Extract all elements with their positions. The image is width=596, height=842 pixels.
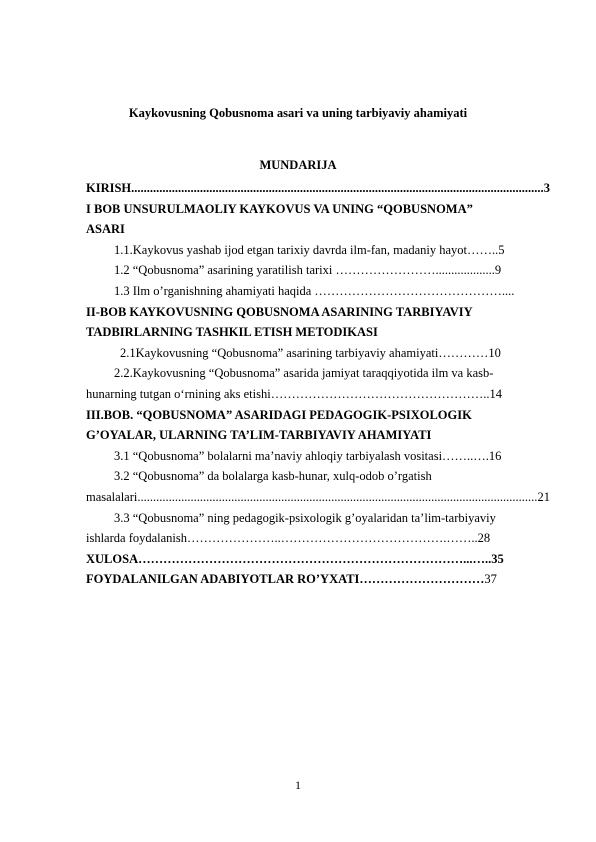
toc-chapter-3-line1: III.BOB. “QOBUSNOMA” ASARIDAGI PEDAGOGIK-PSIXOLOGIK [86,407,472,422]
document-title: Kaykovusning Qobusnoma asari va uning tarbiyaviy ahamiyati [128,106,468,120]
toc-label: 2.1Kaykovusning “Qobusnoma” asarining tarbiyaviy ahamiyati………… [120,345,489,360]
toc-entry-3-2-line2 [86,487,550,508]
toc-entry-3-3-line1: 3.3 “Qobusnoma” ning pedagogik-psixologik g’oyalaridan ta’lim-tarbiyaviy [114,510,496,525]
toc-chapter-2-line1: II-BOB KAYKOVUSNING QOBUSNOMA ASARINING TARBIYAVIY [86,304,473,319]
toc-label: 1.2 “Qobusnoma” asarining yaratilish tarixi ……………………................... [114,263,495,278]
toc-entry-1-1 [86,240,550,261]
toc-page: 9 [494,263,502,278]
toc-page: 35 [491,551,504,566]
toc-label: masalalari [86,489,138,504]
toc-entry-3-1 [86,446,550,467]
toc-label: 3.1 “Qobusnoma” bolalarni ma’naviy ahloqiy tarbiyalash vositasi……..…. [114,448,489,463]
toc-entry-3-2-line1: 3.2 “Qobusnoma” da bolalarga kasb-hunar, xulq-odob o’rgatish [114,469,432,484]
toc-page: 14 [489,386,502,401]
toc-entry-3-3-line2 [86,528,550,549]
toc-label: ishlarda foydalanish…………………..………………………………….…….. [86,531,478,546]
toc-page: 21 [537,489,550,504]
toc-entry-1-2 [86,260,550,281]
toc-page: 10 [488,345,501,360]
toc-label: KIRISH [86,181,132,195]
toc-page: 28 [477,531,491,546]
toc-entry-2-2-line1: 2.2.Kaykovusning “Qobusnoma” asarida jamiyat taraqqiyotida ilm va kasb- [114,366,494,381]
toc-chapter-2-line2: TADBIRLARNING TASHKIL ETISH METODIKASI [86,325,378,340]
toc-leader [131,178,544,199]
table-of-contents [86,178,550,590]
toc-leader [137,487,537,508]
toc-label: FOYDALANILGAN ADABIYOTLAR RO’YXATI………………………… [86,572,485,587]
toc-label: 1.3 Ilm o’rganishning ahamiyati haqida ……………………………………….... [114,283,515,298]
toc-heading: MUNDARIJA [259,158,337,172]
toc-chapter-3-line2: G’OYALAR, ULARNING TA’LIM-TARBIYAVIY AHAMIYATI [86,428,432,443]
toc-label: 1.1.Kaykovus yashab ijod etgan tarixiy davrda ilm-fan, madaniy hayot…….. [114,242,499,257]
page-number: 1 [295,778,301,792]
toc-page: 3 [543,181,550,195]
toc-page: 5 [498,242,505,257]
toc-page: 16 [488,448,502,463]
toc-entry-xulosa [86,549,550,570]
toc-chapter-1-line1: I BOB UNSURULMAOLIY KAYKOVUS VA UNING “QOBUSNOMA” [86,201,473,216]
toc-chapter-1-line2: ASARI [86,222,125,237]
toc-entry-2-2-line2 [86,384,550,405]
toc-entry-kirish [86,178,550,199]
toc-entry-adabiyot [86,569,550,590]
toc-page: 37 [484,572,497,587]
toc-entry-2-1 [86,343,550,364]
toc-label: hunarning tutgan o‘rnining aks etishi…………………………………………….. [86,386,490,401]
toc-entry-1-3 [86,281,550,302]
toc-label: XULOSA……………………………………………………………………...….. [86,551,492,566]
